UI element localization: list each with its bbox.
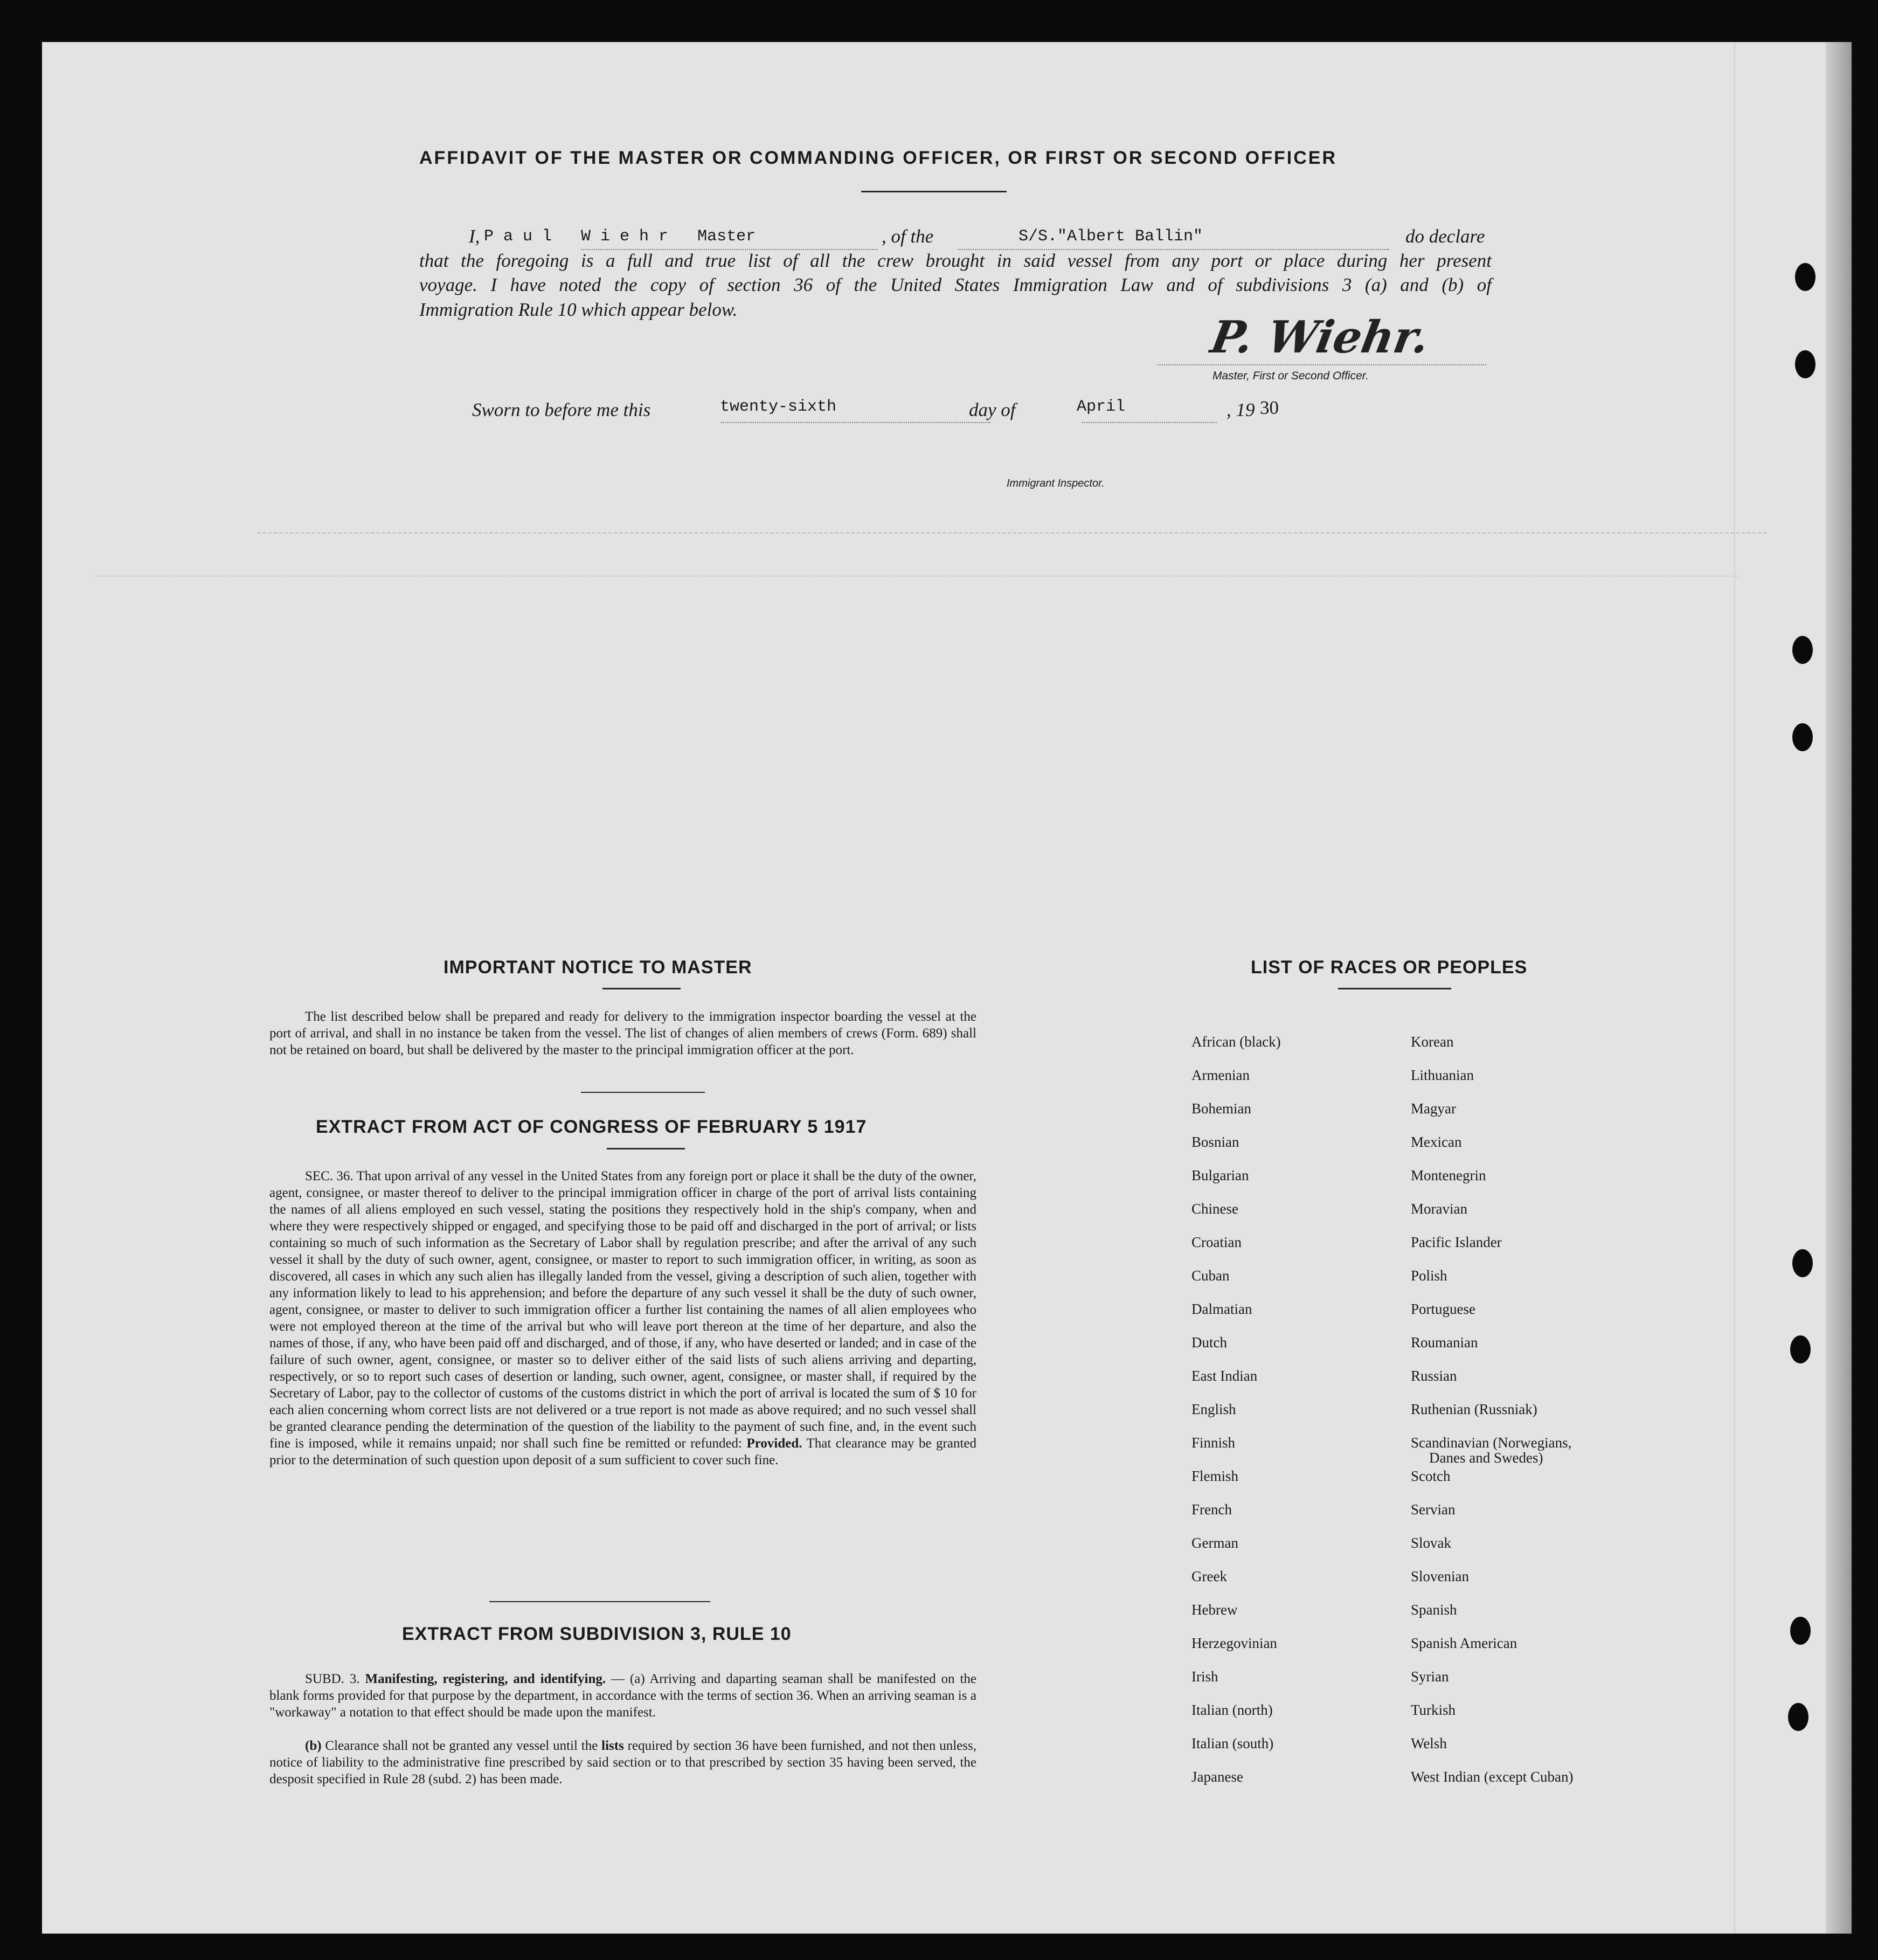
- race-item: [1191, 1635, 1281, 1668]
- race-label: Scotch: [1411, 1468, 1451, 1484]
- race-label: Korean: [1411, 1034, 1454, 1050]
- races-right-column: [1411, 1034, 1573, 1802]
- race-label: Syrian: [1411, 1668, 1449, 1685]
- binder-hole: [1795, 263, 1815, 291]
- race-item: [1191, 1435, 1281, 1468]
- race-item: [1411, 1201, 1573, 1234]
- subd-a-heading: Manifesting, registering, and identifying.: [365, 1672, 606, 1686]
- subd-b-lists: lists: [601, 1739, 624, 1753]
- race-label: Japanese: [1191, 1769, 1243, 1785]
- race-label: West Indian (except Cuban): [1411, 1769, 1574, 1785]
- race-item: [1411, 1167, 1573, 1201]
- affidavit-line2: that the foregoing is a full and true list of all the crew brought in said vessel from any port or place during her present: [419, 250, 1492, 271]
- race-item: [1191, 1067, 1281, 1100]
- sworn-day-value: twenty-sixth: [720, 398, 837, 416]
- day-dotted-line: [721, 422, 990, 423]
- race-item: [1191, 1301, 1281, 1334]
- sworn-line: [472, 398, 1334, 423]
- race-item: [1191, 1401, 1281, 1435]
- race-item: [1191, 1535, 1281, 1568]
- race-item: [1191, 1602, 1281, 1635]
- race-label: French: [1191, 1501, 1232, 1518]
- race-item: [1411, 1702, 1573, 1735]
- race-item: [1411, 1034, 1573, 1067]
- margin-line: [1734, 42, 1735, 1934]
- race-label: Scandinavian (Norwegians,: [1411, 1435, 1572, 1451]
- race-label: Mexican: [1411, 1134, 1462, 1150]
- binder-hole: [1792, 723, 1813, 751]
- race-label-continuation: Danes and Swedes): [1429, 1450, 1543, 1466]
- race-label: Spanish: [1411, 1602, 1457, 1618]
- subdivision-b-text: [269, 1737, 976, 1788]
- race-item: [1191, 1568, 1281, 1602]
- year-prefix: , 19: [1226, 399, 1255, 420]
- vessel-name-value: S/S."Albert Ballin": [1018, 227, 1203, 246]
- race-label: Turkish: [1411, 1702, 1456, 1718]
- subd-b-body2: required by section 36 have been furnished, and not then unless, notice of liability to the administrative fine prescribed by said section or to that prescribed by section 35 having been served, the desposit specified in Rule 28 (subd. 2) has been made.: [269, 1739, 976, 1786]
- race-item: [1411, 1401, 1573, 1435]
- binder-hole: [1792, 1249, 1813, 1277]
- month-dotted-line: [1082, 422, 1217, 423]
- master-name-value: P a u l W i e h r Master: [484, 227, 756, 246]
- inspector-caption: Immigrant Inspector.: [1007, 477, 1105, 489]
- race-item: [1191, 1034, 1281, 1067]
- affidavit-do-declare: do declare: [1405, 226, 1485, 247]
- race-item: [1411, 1735, 1573, 1769]
- binder-hole: [1790, 1617, 1811, 1645]
- race-item: [1191, 1167, 1281, 1201]
- race-item: [1411, 1368, 1573, 1401]
- race-label: Portuguese: [1411, 1301, 1475, 1317]
- master-signature: P. Wiehr.: [1207, 311, 1433, 363]
- act-text-post: That clearance may be granted prior to the determination of such question upon deposit of a sum sufficient to cover such fine.: [269, 1436, 976, 1467]
- race-label: Herzegovinian: [1191, 1635, 1277, 1651]
- race-label: Bulgarian: [1191, 1167, 1249, 1183]
- subd-b-label: (b): [305, 1739, 322, 1753]
- signature-dotted-line: [1158, 364, 1486, 365]
- faint-ruled-line: [96, 576, 1740, 577]
- race-label: East Indian: [1191, 1368, 1258, 1384]
- race-item: [1191, 1201, 1281, 1234]
- race-label: Bohemian: [1191, 1100, 1251, 1117]
- notice-title: IMPORTANT NOTICE TO MASTER: [443, 957, 752, 978]
- race-item: [1411, 1301, 1573, 1334]
- races-left-column: [1191, 1034, 1281, 1802]
- subdivision-title: EXTRACT FROM SUBDIVISION 3, RULE 10: [402, 1624, 792, 1644]
- affidavit-line4: Immigration Rule 10 which appear below.: [419, 299, 738, 320]
- race-label: Irish: [1191, 1668, 1218, 1685]
- race-label: Chinese: [1191, 1201, 1238, 1217]
- race-label: Welsh: [1411, 1735, 1447, 1751]
- affidavit-title: AFFIDAVIT OF THE MASTER OR COMMANDING OFFICER, OR FIRST OR SECOND OFFICER: [419, 148, 1337, 168]
- race-label: Magyar: [1411, 1100, 1456, 1117]
- sheet-edge-shadow: [1826, 42, 1852, 1934]
- act-end-rule: [489, 1601, 710, 1602]
- sworn-day-of: day of: [969, 399, 1016, 420]
- race-label: Armenian: [1191, 1067, 1250, 1083]
- race-item: [1411, 1602, 1573, 1635]
- subdivision-a-text: [269, 1671, 976, 1721]
- race-item: [1411, 1334, 1573, 1368]
- document-sheet: [42, 42, 1852, 1934]
- race-item: [1191, 1501, 1281, 1535]
- race-label: Lithuanian: [1411, 1067, 1474, 1083]
- subd-a-body: — (a) Arriving and daparting seaman shall be manifested on the blank forms provided for that purpose by the department, in accordance with the terms of section 36. When an arriving seaman is a "workaway" a notation to that effect should be made upon the manifest.: [269, 1672, 977, 1720]
- race-label: Spanish American: [1411, 1635, 1517, 1651]
- race-label: Moravian: [1411, 1201, 1467, 1217]
- subd-b-body1: Clearance shall not be granted any vessel until the: [321, 1739, 602, 1753]
- race-label: Greek: [1191, 1568, 1227, 1584]
- race-item: [1191, 1468, 1281, 1501]
- race-item: [1411, 1668, 1573, 1702]
- act-sec36-text: [269, 1168, 976, 1469]
- race-item: [1411, 1769, 1573, 1802]
- race-label: Flemish: [1191, 1468, 1239, 1484]
- race-item: [1411, 1501, 1573, 1535]
- race-label: Italian (south): [1191, 1735, 1274, 1751]
- affidavit-of-the: , of the: [882, 226, 934, 247]
- notice-text: The list described below shall be prepared and ready for delivery to the immigration inspector boarding the vessel at the port of arrival, and shall in no instance be taken from the vessel. The list of changes of alien members of crews (Form. 689) shall not be retained on board, but shall be delivered by the master to the principal immigration officer at the port.: [269, 1009, 976, 1057]
- race-item: [1411, 1100, 1573, 1134]
- race-item: [1411, 1268, 1573, 1301]
- race-label: Polish: [1411, 1268, 1447, 1284]
- race-item: [1191, 1668, 1281, 1702]
- year-suffix: 30: [1260, 397, 1279, 418]
- affidavit-line1: [419, 224, 1492, 249]
- race-label: English: [1191, 1401, 1236, 1417]
- race-label: German: [1191, 1535, 1238, 1551]
- act-title: EXTRACT FROM ACT OF CONGRESS OF FEBRUARY 5 1917: [316, 1117, 867, 1137]
- race-item: [1191, 1134, 1281, 1167]
- race-item: [1411, 1635, 1573, 1668]
- race-label: Montenegrin: [1411, 1167, 1486, 1183]
- race-item: [1411, 1468, 1573, 1501]
- race-label: Roumanian: [1411, 1334, 1478, 1350]
- binder-hole: [1795, 350, 1815, 378]
- sworn-label: Sworn to before me this: [472, 399, 651, 420]
- act-text-pre: SEC. 36. That upon arrival of any vessel in the United States from any foreign port or place it shall be the duty of the owner, agent, consignee, or master thereof to deliver to the principal immigration officer in charge of the port of arrival lists containing the names of all aliens employed en such vessel, stating the positions they respectively hold in the ship's company, when and where they were respectively shipped or engaged, and specifying those to be paid off and discharged in the port of arrival; or lists containing so much of such information as the Secretary of Labor shall by regulation prescribe; and after the arrival of any such vessel it shall by the duty of such owner, agent, consignee, or master to report to such immigration officer, in writing, as soon as discovered, all cases in which any such alien has illegally landed from the vessel, giving a description of such alien, together with any information likely to lead to his apprehension; and before the departure of any such vessel it shall be the duty of such owner, agent, consignee, or master to deliver to such immigration officer a further list containing the names of all alien employees who were not employed thereon at the time of the arrival but who will leave port thereon at the time of her departure, and also the names of those, if any, who have been paid off and discharged, and of those, if any, who have deserted or landed; and in case of the failure of such owner, agent, consignee, or master so to deliver either of the said lists of such aliens arriving and departing, respectively, or so to report such cases of desertion or landing, such owner, agent, consignee, or master shall, if required by the Secretary of Labor, pay to the collector of customs of the customs district in which the port of arrival is located the sum of $ 10 for each alien concerning whom correct lists are not delivered or a true report is not made as above required; and no such vessel shall be granted clearance pending the determination of the question of the liability to the payment of such fine, and, in the event such fine is imposed, while it remains unpaid; nor shall such fine be remitted or refunded:: [269, 1169, 976, 1451]
- race-label: Dalmatian: [1191, 1301, 1252, 1317]
- race-item: [1191, 1368, 1281, 1401]
- race-item: [1191, 1334, 1281, 1368]
- subd-a-prefix: SUBD. 3.: [305, 1672, 365, 1686]
- race-item: [1191, 1234, 1281, 1268]
- race-item: [1191, 1268, 1281, 1301]
- race-label: Slovak: [1411, 1535, 1452, 1551]
- sworn-month-value: April: [1077, 398, 1126, 416]
- affidavit-i-label: I,: [469, 226, 480, 247]
- race-label: Slovenian: [1411, 1568, 1469, 1584]
- race-label: Dutch: [1191, 1334, 1227, 1350]
- race-label: Pacific Islander: [1411, 1234, 1502, 1250]
- race-label: African (black): [1191, 1034, 1281, 1050]
- race-label: Servian: [1411, 1501, 1456, 1518]
- race-item: [1191, 1769, 1281, 1802]
- notice-title-rule: [602, 988, 681, 989]
- faint-ruled-line: [258, 532, 1766, 534]
- race-item: [1411, 1535, 1573, 1568]
- race-item: [1411, 1568, 1573, 1602]
- race-item: [1191, 1100, 1281, 1134]
- act-title-rule: [607, 1148, 685, 1149]
- race-label: Cuban: [1191, 1268, 1230, 1284]
- binder-hole: [1790, 1335, 1811, 1363]
- race-label: Bosnian: [1191, 1134, 1239, 1150]
- race-item: [1191, 1702, 1281, 1735]
- race-item: [1411, 1234, 1573, 1268]
- affidavit-title-rule: [861, 191, 1007, 192]
- race-label: Ruthenian (Russniak): [1411, 1401, 1537, 1417]
- race-label: Italian (north): [1191, 1702, 1273, 1718]
- race-label: Hebrew: [1191, 1602, 1238, 1618]
- races-title: LIST OF RACES OR PEOPLES: [1251, 957, 1528, 978]
- races-title-rule: [1338, 988, 1451, 989]
- race-item: [1411, 1067, 1573, 1100]
- race-item: [1411, 1435, 1573, 1468]
- race-item: [1191, 1735, 1281, 1769]
- binder-hole: [1792, 636, 1813, 664]
- race-item: [1411, 1134, 1573, 1167]
- race-label: Finnish: [1191, 1435, 1236, 1451]
- notice-end-rule: [581, 1092, 705, 1093]
- act-provided: Provided.: [746, 1436, 802, 1451]
- binder-hole: [1788, 1703, 1808, 1731]
- race-label: Russian: [1411, 1368, 1457, 1384]
- affidavit-line3: voyage. I have noted the copy of section 36 of the United States Immigration Law and of subdivisions 3 (a) and (b) of: [419, 274, 1492, 295]
- signature-caption: Master, First or Second Officer.: [1212, 370, 1369, 382]
- race-label: Croatian: [1191, 1234, 1242, 1250]
